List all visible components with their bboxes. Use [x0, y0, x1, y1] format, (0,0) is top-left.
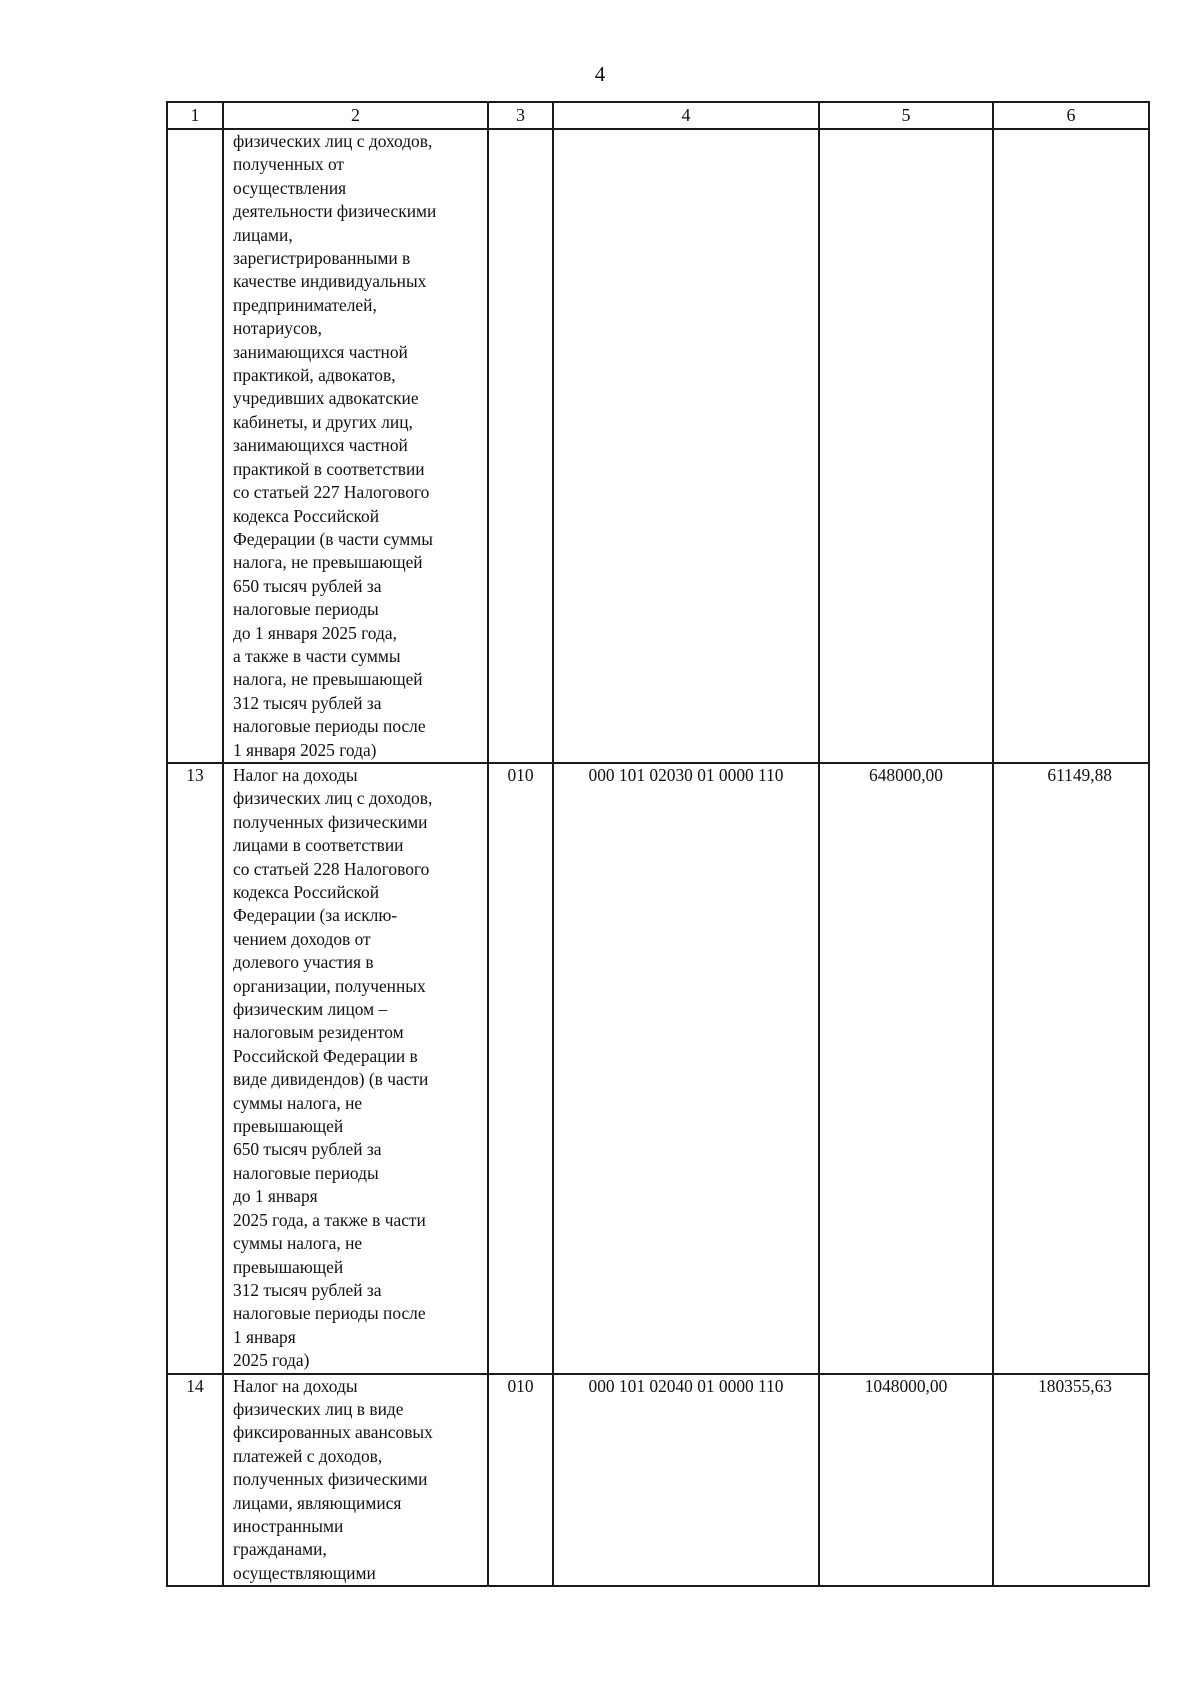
budget-revenue-table	[166, 101, 1150, 1587]
row-col3-cell	[488, 129, 553, 763]
row-actual-cell: 61149,88	[993, 763, 1149, 1374]
row-code-cell: 000 101 02030 01 0000 110	[553, 763, 819, 1374]
table-row-13	[167, 763, 1149, 1374]
row-col3-cell: 010	[488, 1374, 553, 1587]
column-header-3: 3	[488, 102, 553, 129]
table-row-continuation	[167, 129, 1149, 763]
row-code-cell: 000 101 02040 01 0000 110	[553, 1374, 819, 1587]
row-col3-cell: 010	[488, 763, 553, 1374]
row-code-cell	[553, 129, 819, 763]
row-plan-cell	[819, 129, 993, 763]
column-header-4: 4	[553, 102, 819, 129]
row-number-cell: 13	[167, 763, 223, 1374]
row-description-cell: физических лиц с доходов, полученных от осуществления деятельности физическими лицами, зарегистрированными в качестве индивидуальных предпринимателей, нотариусов, занимающихся частной практикой, адвокатов, учредивших адвокатские кабинеты, и других лиц, занимающихся частной практикой в соответствии со статьей 227 Налогового кодекса Российской Федерации (в части суммы налога, не превышающей 650 тысяч рублей за налоговые периоды до 1 января 2025 года, а также в части суммы налога, не превышающей 312 тысяч рублей за налоговые периоды после 1 января 2025 года)	[223, 129, 488, 763]
column-number-header-row	[167, 102, 1149, 129]
page-number: 4	[594, 62, 606, 86]
table-row-14	[167, 1374, 1149, 1587]
row-number-cell	[167, 129, 223, 763]
row-actual-cell	[993, 129, 1149, 763]
row-plan-cell: 1048000,00	[819, 1374, 993, 1587]
column-header-1: 1	[167, 102, 223, 129]
column-header-2: 2	[223, 102, 488, 129]
row-actual-cell: 180355,63	[993, 1374, 1149, 1587]
column-header-6: 6	[993, 102, 1149, 129]
row-description-cell: Налог на доходы физических лиц с доходов, полученных физическими лицами в соответствии со статьей 228 Налогового кодекса Российской Федерации (за исклю- чением доходов от долевого участия в организации, полученных физическим лицом – налоговым резидентом Российской Федерации в виде дивидендов) (в части суммы налога, не превышающей 650 тысяч рублей за налоговые периоды до 1 января 2025 года, а также в части суммы налога, не превышающей 312 тысяч рублей за налоговые периоды после 1 января 2025 года)	[223, 763, 488, 1374]
row-number-cell: 14	[167, 1374, 223, 1587]
row-description-cell: Налог на доходы физических лиц в виде фиксированных авансовых платежей с доходов, полученных физическими лицами, являющимися иностранными гражданами, осуществляющими	[223, 1374, 488, 1587]
row-plan-cell: 648000,00	[819, 763, 993, 1374]
column-header-5: 5	[819, 102, 993, 129]
